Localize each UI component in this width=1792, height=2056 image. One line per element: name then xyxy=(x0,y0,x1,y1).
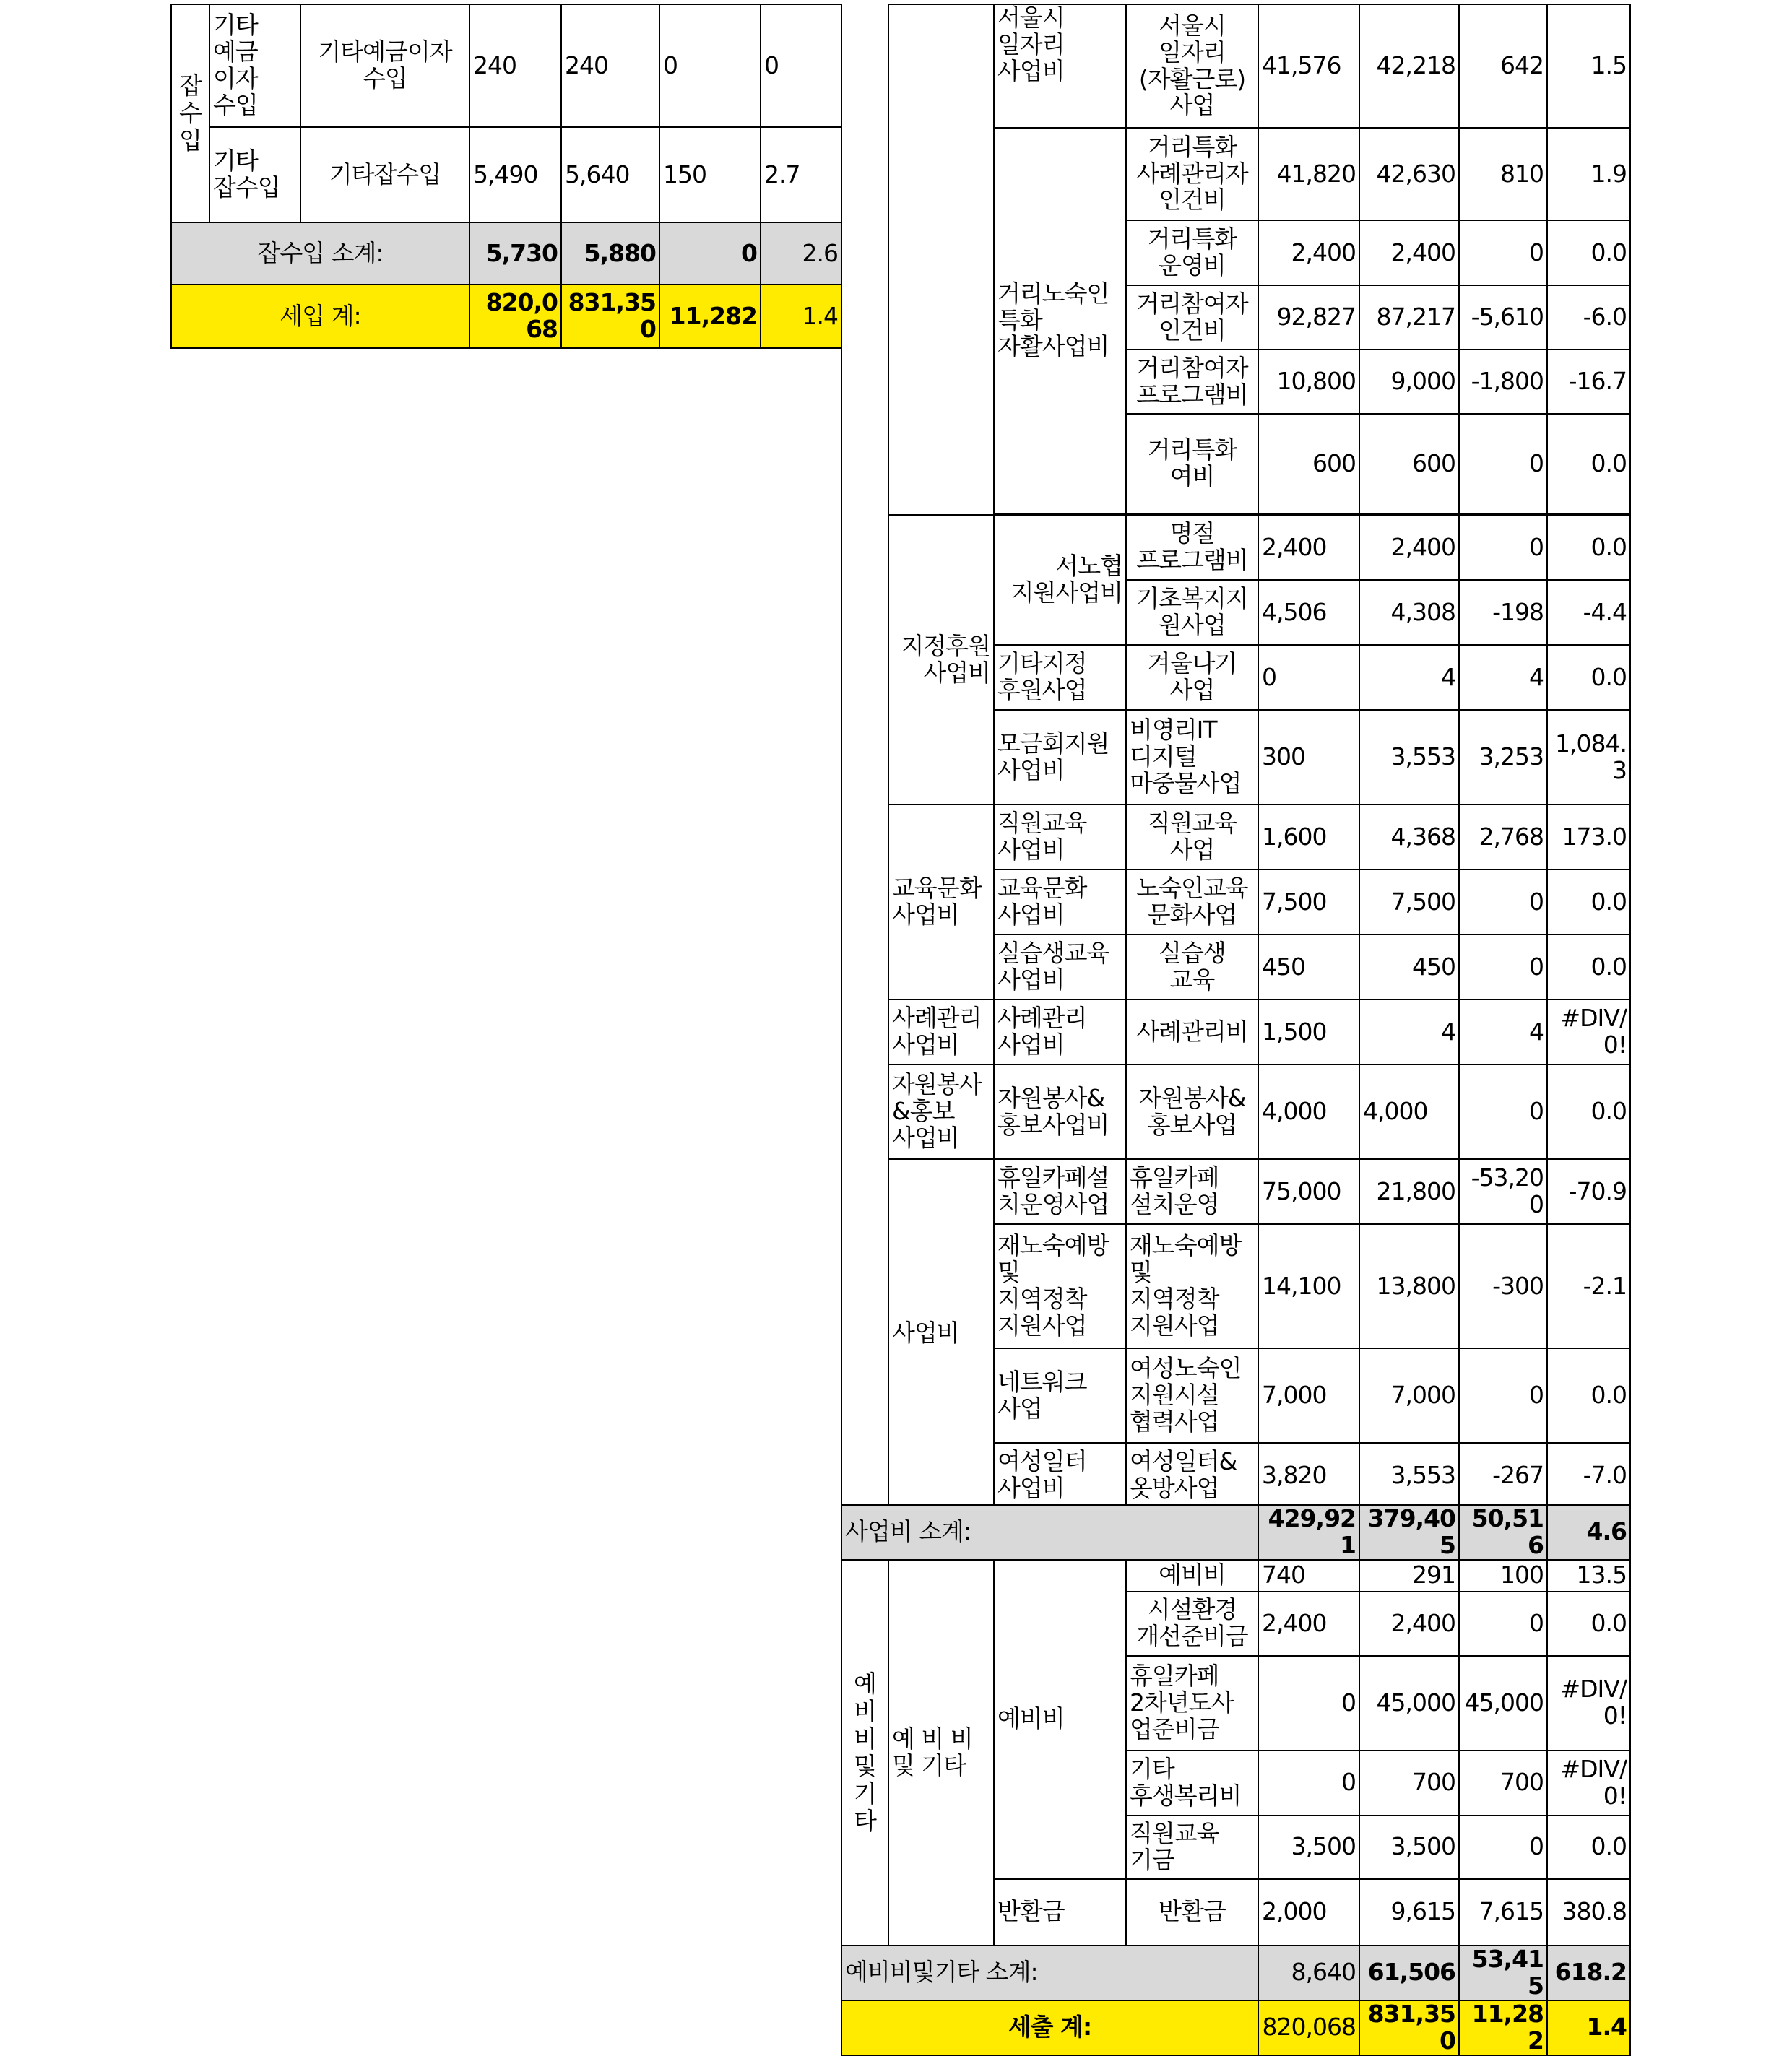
revenue-cell: 5,490 xyxy=(469,127,561,222)
expenditure-cell: 3,500 xyxy=(1258,1816,1359,1879)
revenue-cell: 0 xyxy=(761,4,841,127)
revenue-subtotal-row xyxy=(171,222,841,285)
expenditure-cell: 0 xyxy=(1258,1751,1359,1816)
expenditure-row xyxy=(841,804,1630,869)
expenditure-cell: 0.0 xyxy=(1547,645,1630,710)
reserve-subtotal-row xyxy=(841,1946,1630,2000)
expenditure-lower-table xyxy=(841,1504,1631,2056)
refund-label: 반환금 xyxy=(994,1879,1126,1946)
expenditure-row xyxy=(841,1064,1630,1159)
seoul-label: 서울시 일자리 사업비 xyxy=(994,4,1126,128)
business-subtotal-cell: 429,921 xyxy=(1258,1505,1359,1560)
expenditure-cell: -300 xyxy=(1459,1224,1547,1348)
designated-label: 지정후원 사업비 xyxy=(888,515,994,804)
expenditure-cell: 1.9 xyxy=(1547,128,1630,220)
business-subtotal-label: 사업비 소계: xyxy=(841,1505,1258,1560)
revenue-total-cell: 1.4 xyxy=(761,285,841,348)
expenditure-cell: 0.0 xyxy=(1547,934,1630,999)
revenue-group-label xyxy=(171,4,209,222)
designated-item: 기초복지지 원사업 xyxy=(1126,580,1258,645)
revenue-row xyxy=(171,127,841,222)
business-item: 재노숙예방 및 지역정착 지원사업 xyxy=(1126,1224,1258,1348)
expenditure-cell: 1.5 xyxy=(1547,4,1630,128)
revenue-total-label: 세입 계: xyxy=(171,285,469,348)
revenue-subtotal-cell: 5,730 xyxy=(469,222,561,285)
expenditure-col0-blank xyxy=(841,515,888,1508)
expenditure-cell: 300 xyxy=(1258,710,1359,804)
expenditure-cell: 21,800 xyxy=(1359,1159,1459,1224)
expenditure-cell: 4,368 xyxy=(1359,804,1459,869)
revenue-cell: 240 xyxy=(561,4,659,127)
expenditure-cell: 642 xyxy=(1459,4,1547,128)
expenditure-cell: 380.8 xyxy=(1547,1879,1630,1946)
expenditure-cell: -70.9 xyxy=(1547,1159,1630,1224)
expenditure-cell: 4,308 xyxy=(1359,580,1459,645)
expenditure-cell: 2,400 xyxy=(1258,515,1359,580)
expenditure-cell: 3,253 xyxy=(1459,710,1547,804)
designated-item: 겨울나기 사업 xyxy=(1126,645,1258,710)
expenditure-row xyxy=(841,999,1630,1064)
expenditure-cell: 9,000 xyxy=(1359,350,1459,414)
reserve-group-label xyxy=(841,1560,888,1946)
expenditure-cell: 291 xyxy=(1359,1560,1459,1592)
expenditure-cell: 4 xyxy=(1359,645,1459,710)
snh-label: 서노협 지원사업비 xyxy=(994,515,1126,645)
expenditure-cell: 14,100 xyxy=(1258,1224,1359,1348)
business-item: 여성노숙인 지원시설 협력사업 xyxy=(1126,1348,1258,1443)
revenue-subtotal-cell: 2.6 xyxy=(761,222,841,285)
expenditure-cell: 0 xyxy=(1258,645,1359,710)
expenditure-cell: #DIV/ 0! xyxy=(1547,1751,1630,1816)
business-subtotal-cell: 50,516 xyxy=(1459,1505,1547,1560)
designated-item: 명절 프로그램비 xyxy=(1126,515,1258,580)
reserve-subtotal-cell: 8,640 xyxy=(1258,1946,1359,2000)
expenditure-total-row xyxy=(841,2000,1630,2055)
volunteer-sub-label: 자원봉사& 홍보사업비 xyxy=(994,1064,1126,1159)
expenditure-cell: -5,610 xyxy=(1459,285,1547,350)
expenditure-cell: 0.0 xyxy=(1547,1348,1630,1443)
expenditure-row xyxy=(841,1159,1630,1224)
expenditure-cell: 700 xyxy=(1459,1751,1547,1816)
expenditure-cell: 4,000 xyxy=(1258,1064,1359,1159)
expenditure-cell: 0 xyxy=(1459,869,1547,934)
expenditure-cell: -198 xyxy=(1459,580,1547,645)
education-sub-label: 실습생교육 사업비 xyxy=(994,934,1126,999)
reserve-item: 예비비 xyxy=(1126,1560,1258,1592)
expenditure-cell: 0.0 xyxy=(1547,869,1630,934)
expenditure-cell: 2,400 xyxy=(1359,515,1459,580)
reserve-subtotal-cell: 53,415 xyxy=(1459,1946,1547,2000)
expenditure-cell: 2,400 xyxy=(1258,1592,1359,1656)
education-label: 교육문화 사업비 xyxy=(888,804,994,999)
expenditure-cell: 810 xyxy=(1459,128,1547,220)
business-sub-label: 네트워크 사업 xyxy=(994,1348,1126,1443)
expenditure-cell: 173.0 xyxy=(1547,804,1630,869)
expenditure-row xyxy=(841,1560,1630,1592)
expenditure-cell: 0.0 xyxy=(1547,414,1630,513)
expenditure-cell: 4 xyxy=(1459,645,1547,710)
expenditure-cell: 2,768 xyxy=(1459,804,1547,869)
expenditure-cell: 7,500 xyxy=(1359,869,1459,934)
expenditure-total-cell: 1.4 xyxy=(1547,2000,1630,2055)
expenditure-cell: 7,615 xyxy=(1459,1879,1547,1946)
business-sub-label: 휴일카페설 치운영사업 xyxy=(994,1159,1126,1224)
expenditure-cell: 41,576 xyxy=(1258,4,1359,128)
expenditure-cell: 3,500 xyxy=(1359,1816,1459,1879)
revenue-total-row xyxy=(171,285,841,348)
expenditure-cell: 2,000 xyxy=(1258,1879,1359,1946)
expenditure-cell: 450 xyxy=(1258,934,1359,999)
business-item: 여성일터& 옷방사업 xyxy=(1126,1443,1258,1508)
case-sub-label: 사례관리 사업비 xyxy=(994,999,1126,1064)
reserve-sub-label: 예비비 xyxy=(994,1560,1126,1879)
revenue-sub-label: 기타 잡수입 xyxy=(209,127,300,222)
reserve-item: 기타 후생복리비 xyxy=(1126,1751,1258,1816)
street-item: 거리참여자 인건비 xyxy=(1126,285,1258,350)
expenditure-cell: 1,500 xyxy=(1258,999,1359,1064)
expenditure-cell: 7,000 xyxy=(1258,1348,1359,1443)
expenditure-cell: 0 xyxy=(1459,934,1547,999)
designated-other-label: 기타지정 후원사업 xyxy=(994,645,1126,710)
expenditure-cell: 0.0 xyxy=(1547,1592,1630,1656)
expenditure-cell: 600 xyxy=(1258,414,1359,513)
business-label: 사업비 xyxy=(888,1159,994,1508)
expenditure-cell: 0 xyxy=(1258,1656,1359,1751)
street-item: 거리특화 운영비 xyxy=(1126,220,1258,285)
expenditure-cell: 87,217 xyxy=(1359,285,1459,350)
expenditure-cell: 3,820 xyxy=(1258,1443,1359,1508)
revenue-subtotal-cell: 5,880 xyxy=(561,222,659,285)
expenditure-cell: 740 xyxy=(1258,1560,1359,1592)
revenue-cell: 240 xyxy=(469,4,561,127)
expenditure-cell: -53,200 xyxy=(1459,1159,1547,1224)
expenditure-table xyxy=(841,4,1631,1509)
reserve-subtotal-label: 예비비및기타 소계: xyxy=(841,1946,1258,2000)
expenditure-cell: 600 xyxy=(1359,414,1459,513)
revenue-cell: 0 xyxy=(659,4,761,127)
expenditure-cell: -16.7 xyxy=(1547,350,1630,414)
business-sub-label: 재노숙예방 및 지역정착 지원사업 xyxy=(994,1224,1126,1348)
expenditure-cell: 4,000 xyxy=(1359,1064,1459,1159)
expenditure-cell: 1,084. 3 xyxy=(1547,710,1630,804)
reserve-label-text: 예 비 비 및 기타 xyxy=(892,1724,973,1779)
expenditure-cell: 700 xyxy=(1359,1751,1459,1816)
expenditure-cell: 3,553 xyxy=(1359,1443,1459,1508)
expenditure-cell: 100 xyxy=(1459,1560,1547,1592)
business-subtotal-cell: 379,405 xyxy=(1359,1505,1459,1560)
business-item: 휴일카페 설치운영 xyxy=(1126,1159,1258,1224)
reserve-item: 직원교육 기금 xyxy=(1126,1816,1258,1879)
expenditure-cell: 0.0 xyxy=(1547,515,1630,580)
expenditure-cell: 7,000 xyxy=(1359,1348,1459,1443)
revenue-item-label: 기타잡수입 xyxy=(300,127,469,222)
expenditure-cell: 13.5 xyxy=(1547,1560,1630,1592)
expenditure-cell: #DIV/ 0! xyxy=(1547,1656,1630,1751)
education-sub-label: 직원교육 사업비 xyxy=(994,804,1126,869)
expenditure-cell: #DIV/ 0! xyxy=(1547,999,1630,1064)
revenue-subtotal-label: 잡수입 소계: xyxy=(171,222,469,285)
reserve-subtotal-cell: 618.2 xyxy=(1547,1946,1630,2000)
expenditure-cell: -6.0 xyxy=(1547,285,1630,350)
expenditure-row xyxy=(841,515,1630,580)
expenditure-col0-blank xyxy=(841,4,888,515)
expenditure-cell: -2.1 xyxy=(1547,1224,1630,1348)
expenditure-cell: 92,827 xyxy=(1258,285,1359,350)
revenue-cell: 5,640 xyxy=(561,127,659,222)
education-item: 실습생 교육 xyxy=(1126,934,1258,999)
reserve-group-text: 예 비 비 및 기 타 xyxy=(854,1670,876,1835)
case-item: 사례관리비 xyxy=(1126,999,1258,1064)
street-item: 거리특화 여비 xyxy=(1126,414,1258,513)
expenditure-cell: 0.0 xyxy=(1547,1064,1630,1159)
expenditure-cell: 42,630 xyxy=(1359,128,1459,220)
revenue-item-label: 기타예금이자 수입 xyxy=(300,4,469,127)
expenditure-cell: 4 xyxy=(1359,999,1459,1064)
street-item: 거리특화 사례관리자 인건비 xyxy=(1126,128,1258,220)
volunteer-item: 자원봉사& 홍보사업 xyxy=(1126,1064,1258,1159)
education-item: 직원교육 사업 xyxy=(1126,804,1258,869)
reserve-item: 휴일카페 2차년도사 업준비금 xyxy=(1126,1656,1258,1751)
expenditure-cell: 2,400 xyxy=(1359,220,1459,285)
expenditure-cell: 0 xyxy=(1459,1816,1547,1879)
expenditure-col1-blank xyxy=(888,4,994,515)
revenue-group-text: 잡 수 입 xyxy=(179,71,202,155)
expenditure-cell: 3,553 xyxy=(1359,710,1459,804)
expenditure-total-cell: 820,068 xyxy=(1258,2000,1359,2055)
revenue-row xyxy=(171,4,841,127)
refund-item: 반환금 xyxy=(1126,1879,1258,1946)
expenditure-cell: 0 xyxy=(1459,515,1547,580)
expenditure-total-cell: 11,282 xyxy=(1459,2000,1547,2055)
expenditure-cell: -1,800 xyxy=(1459,350,1547,414)
volunteer-label: 자원봉사 &홍보 사업비 xyxy=(888,1064,994,1159)
expenditure-cell: 9,615 xyxy=(1359,1879,1459,1946)
expenditure-cell: 0 xyxy=(1459,220,1547,285)
street-label: 거리노숙인 특화 자활사업비 xyxy=(994,128,1126,513)
expenditure-cell: 0.0 xyxy=(1547,1816,1630,1879)
business-subtotal-row xyxy=(841,1505,1630,1560)
revenue-sub-label: 기타 예금 이자 수입 xyxy=(209,4,300,127)
reserve-subtotal-cell: 61,506 xyxy=(1359,1946,1459,2000)
revenue-total-cell: 820,068 xyxy=(469,285,561,348)
business-subtotal-cell: 4.6 xyxy=(1547,1505,1630,1560)
expenditure-cell: 41,820 xyxy=(1258,128,1359,220)
expenditure-cell: 75,000 xyxy=(1258,1159,1359,1224)
expenditure-row xyxy=(841,4,1630,128)
expenditure-cell: 7,500 xyxy=(1258,869,1359,934)
expenditure-cell: 42,218 xyxy=(1359,4,1459,128)
designated-item: 비영리IT 디지털 마중물사업 xyxy=(1126,710,1258,804)
expenditure-cell: 10,800 xyxy=(1258,350,1359,414)
expenditure-cell: 4 xyxy=(1459,999,1547,1064)
seoul-item: 서울시 일자리 (자활근로) 사업 xyxy=(1126,4,1258,128)
expenditure-cell: 45,000 xyxy=(1359,1656,1459,1751)
designated-fund-label: 모금회지원 사업비 xyxy=(994,710,1126,804)
expenditure-cell: 2,400 xyxy=(1258,220,1359,285)
street-item: 거리참여자 프로그램비 xyxy=(1126,350,1258,414)
education-item: 노숙인교육 문화사업 xyxy=(1126,869,1258,934)
expenditure-cell: -7.0 xyxy=(1547,1443,1630,1508)
revenue-cell: 150 xyxy=(659,127,761,222)
expenditure-cell: 0 xyxy=(1459,414,1547,513)
revenue-total-cell: 11,282 xyxy=(659,285,761,348)
expenditure-total-label: 세출 계: xyxy=(841,2000,1258,2055)
case-label: 사례관리 사업비 xyxy=(888,999,994,1064)
expenditure-cell: 450 xyxy=(1359,934,1459,999)
expenditure-cell: 0 xyxy=(1459,1592,1547,1656)
expenditure-cell: 0.0 xyxy=(1547,220,1630,285)
expenditure-cell: 0 xyxy=(1459,1348,1547,1443)
reserve-item: 시설환경 개선준비금 xyxy=(1126,1592,1258,1656)
expenditure-cell: -4.4 xyxy=(1547,580,1630,645)
expenditure-cell: 45,000 xyxy=(1459,1656,1547,1751)
revenue-total-cell: 831,350 xyxy=(561,285,659,348)
revenue-cell: 2.7 xyxy=(761,127,841,222)
expenditure-cell: 0 xyxy=(1459,1064,1547,1159)
education-sub-label: 교육문화 사업비 xyxy=(994,869,1126,934)
expenditure-cell: 4,506 xyxy=(1258,580,1359,645)
expenditure-cell: 1,600 xyxy=(1258,804,1359,869)
expenditure-cell: 2,400 xyxy=(1359,1592,1459,1656)
expenditure-cell: -267 xyxy=(1459,1443,1547,1508)
reserve-label xyxy=(888,1560,994,1946)
business-sub-label: 여성일터 사업비 xyxy=(994,1443,1126,1508)
expenditure-total-cell: 831,350 xyxy=(1359,2000,1459,2055)
revenue-subtotal-cell: 0 xyxy=(659,222,761,285)
revenue-table xyxy=(170,4,842,349)
expenditure-cell: 13,800 xyxy=(1359,1224,1459,1348)
